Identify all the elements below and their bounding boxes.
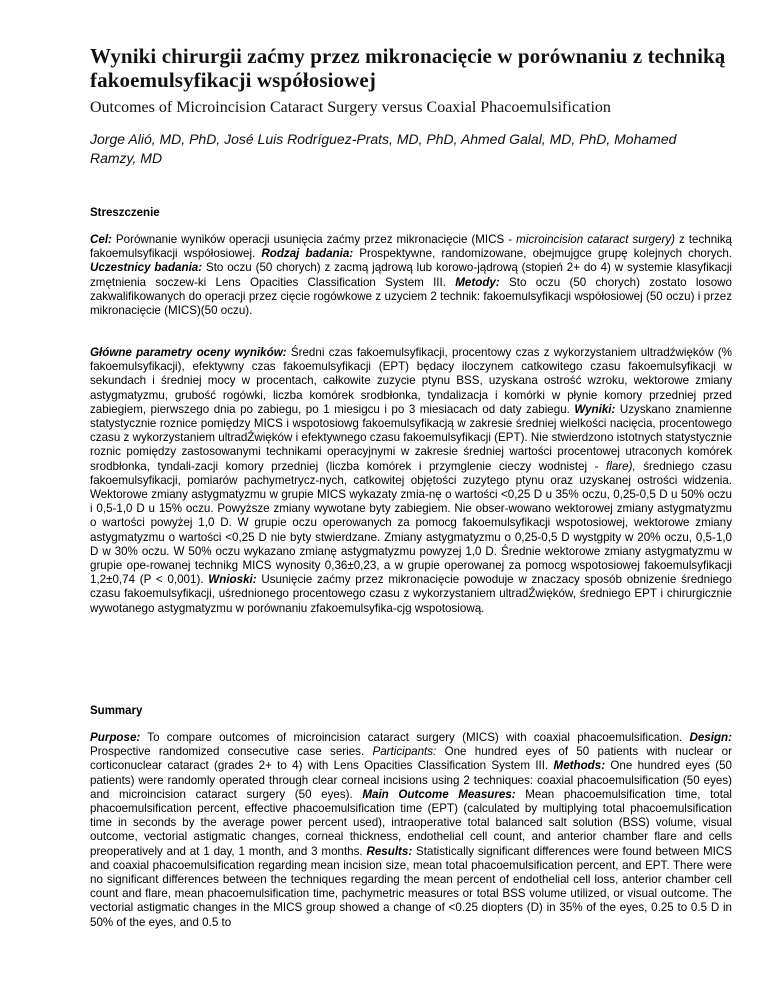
summary-heading: Summary — [90, 705, 143, 717]
section-label: Design: — [689, 731, 732, 744]
body-text: One hundred eyes of 50 patients with nuclear or corticonuclear cataract (grades 2+ to 4) with Lens Opacities Classification System III. — [90, 745, 732, 773]
body-text: Usunięcie zaćmy przez mikronacięcie powoduje w znaczacy sposób obnizenie średniego czasu fakoemulsyfikacji, uśrednionego procentowego czasu z wykorzystaniem ultradŹwięków, średniego EPT i chirurgicznie wywotanego astygmatyzmu w porównaniu zfakoemulsyfika-cjg wspotosiową. — [90, 573, 732, 615]
section-label: Metody: — [455, 275, 500, 289]
body-text: Średni czas fakoemulsyfikacji, procentowy czas z wykorzystaniem ultradźwięków (% fakoemulsyfikacji), efektywny czas fakoemulsyfikacji (EPT) będacy iloczynem catkowitego czasu fakoemulsyfikacji w sekundach i średniej mocy w procentach, całkowite zuzycie ptynu BSS, uzyskana ostrość wzroku, wektorowe zmiany astygmatyzmu, grubość rogówki, liczba komórek srodbłonka, tyndalizacja i komórki w płynie komory przedniej przed zabiegiem, pierwszego dnia po zabiegu, po 1 miesigcu i po 3 miesiacach od daty zabiegu. — [90, 346, 732, 416]
body-text: Prospective randomized consecutive case series. — [90, 745, 373, 759]
italic-text: microincision cataract surgery) — [516, 233, 675, 246]
body-text: One hundred eyes (50 patients) were randomly operated through clear corneal incisions using 2 techniques: coaxial phacoemulsification (50 eyes) and microincision cataract surgery (50 eyes). — [90, 759, 732, 801]
section-label: Main Outcome Measures: — [362, 787, 516, 801]
body-text: Mean phacoemulsification time, total phacoemulsification percent, effective phacoemulsification time (EPT) (calculated by multiplying total phacoemulsification time in seconds by the average power percent used), intraoperative total balanced salt solution (BSS) volume, visual outcome, vectorial astigmatic changes, corneal thickness, endothelial cell count, and anterior chamber flare and cells preoperatively and at 1 day, 1 month, and 3 months. — [90, 787, 733, 858]
streszczenie-paragraph-2 — [90, 346, 732, 616]
article-title-english: Outcomes of Microincision Cataract Surgery versus Coaxial Phacoemulsification — [90, 99, 611, 116]
section-label: Główne parametry oceny wyników: — [90, 346, 287, 359]
body-text: średniego czasu fakoemulsyfikacji, pomiarów pachymetrycz-nych, catkowitej objętości zuzytego ptynu oraz uzyskanej ostrości widzenia. Wektorowe zmiany astygmatyzmu w grupie MICS wykazaty zmia-nę o wartości <0,25 D u 35% oczu, 0,25-0,5 D u 50% oczu i 0,5-1,0 D u 15% oczu. Powyższe zmiany wywotane byty zabiegiem. Nie obser-wowano wektorowej zmiany astygmatyzmu o wartości powyżej 1,0 D. W grupie oczu operowanych za pomocg fakoemulsyfikacji wspotosiowej, wektorowe zmiany astygmatyzmu o wartości <0,25 D nie byty stwierdzane. Zmiany astygmatyzmu o 0,25-0,5 D wystgpity w 20% oczu, 0,5-1,0 D w 30% oczu. W 50% oczu wykazano zmianę astygmatyzmu powyzej 1,0 D. Średnie wektorowe zmiany astygmatyzmu w grupie ope-rowanej technikg MICS wynosity 0,36±0,23, a w grupie operowanej za pomocg wspotosiowej fakoemulsyfikacji 1,2±0,74 (P < 0,001). — [90, 459, 732, 587]
body-text: Sto oczu (50 chorych) zostato losowo zakwalifikowanych do operacji przez cięcie rogówkowe z uzyciem 2 technik: fakoemulsyfikacji współosiowej (50 oczu) i przez mikronacięcie (MICS)(50 oczu). — [90, 275, 732, 318]
body-text: Prospektywne, randomizowane, obejmujgce grupę kolejnych chorych. — [353, 247, 732, 261]
body-text: Uzyskano znamienne statystycznie roznice pomiędzy MICS i wspotosiowg fakoemulsyfikacją w zakresie średniej wielkości nacięcia, procentowego czasu z wykorzystaniem ultradŹwięków i efektywnego czasu fakoemulsyfikacji (EPT). Nie stwierdzono istotnych statystycznie roznic pomiędzy zastosowanymi technikami operacyjnymi w zakresie średniej wartości procentowej utraconych komórek srodbłonka, tyndali-zacji komory przedniej (liczba komórek i przymglenie cieczy wodnistej - — [90, 402, 732, 473]
section-label: Purpose: — [90, 731, 141, 744]
section-label: Rodzaj badania: — [261, 247, 354, 261]
body-text: Statistically significant differences were found between MICS and coaxial phacoemulsification regarding mean incision size, mean total phacoemulsification percent, and EPT. There were no significant differences between the techniques regarding the mean percent of endothelial cell loss, anterior chamber cell count and flare, mean phacoemulsification time, pachymetric measures or total BSS volume utilized, or visual outcome. The vectorial astigmatic changes in the MICS group showed a change of <0.25 diopters (D) in 35% of the eyes, 0.25 to 0.5 D in 50% of the eyes, and 0.5 to — [90, 844, 732, 929]
body-text: Porównanie wyników operacji usunięcia zaćmy przez mikronacięcie (MICS - — [111, 233, 517, 246]
section-label: Wyniki: — [574, 402, 616, 416]
summary-paragraph-1 — [90, 731, 732, 930]
streszczenie-heading: Streszczenie — [90, 207, 160, 219]
article-title-polish: Wyniki chirurgii zaćmy przez mikronacięcie w porównaniu z techniką fakoemulsyfikacji współosiowej — [90, 44, 726, 92]
section-label: Wnioski: — [208, 573, 257, 587]
section-label: Cel: — [90, 233, 112, 246]
body-text: z techniką fakoemulsyfikacji współosiowej. — [90, 233, 733, 261]
article-authors: Jorge Alió, MD, PhD, José Luis Rodríguez-Prats, MD, PhD, Ahmed Galal, MD, PhD, Mohamed Ramzy, MD — [90, 131, 677, 166]
body-text: To compare outcomes of microincision cataract surgery (MICS) with coaxial phacoemulsification. — [140, 731, 690, 744]
section-label: Results: — [366, 844, 413, 858]
section-label: Uczestnicy badania: — [90, 261, 203, 275]
italic-text: flare), — [606, 459, 636, 473]
section-label: Methods: — [553, 759, 606, 773]
streszczenie-paragraph-1 — [90, 233, 732, 318]
body-text: Sto oczu (50 chorych) z zacmą jądrową lub korowo-jądrową (stopień 2+ do 4) w systemie klasyfikacji zmętnienia soczew-ki Lens Opacities Classification System III. — [90, 261, 732, 289]
italic-text: Participants: — [372, 745, 437, 759]
